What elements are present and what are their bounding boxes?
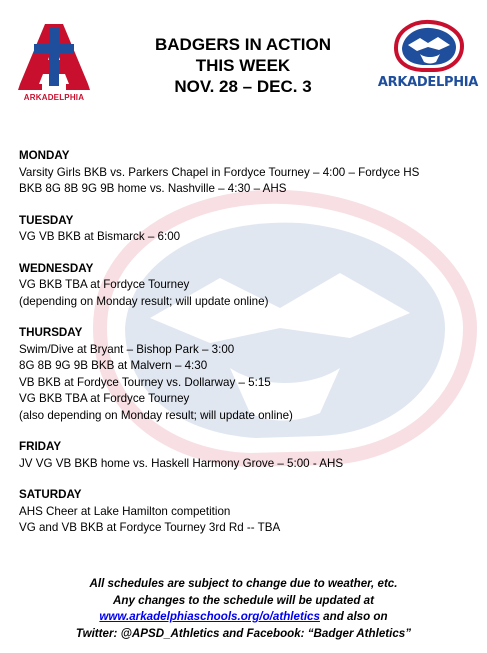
day-heading: FRIDAY <box>19 440 62 453</box>
event-item: Varsity Girls BKB vs. Parkers Chapel in Fordyce Tourney – 4:00 – Fordyce HS <box>19 165 420 179</box>
title-line: NOV. 28 – DEC. 3 <box>174 77 312 96</box>
day-heading: THURSDAY <box>19 326 83 339</box>
event-item: BKB 8G 8B 9G 9B home vs. Nashville – 4:30 – AHS <box>19 182 287 195</box>
day-monday <box>19 148 479 198</box>
day-heading: SATURDAY <box>19 488 82 501</box>
footer-notice <box>0 576 487 642</box>
footer-line: Twitter: @APSD_Athletics and Facebook: “Badger Athletics” <box>75 626 412 640</box>
right-logo-label: ARKADELPHIA <box>377 75 479 90</box>
day-wednesday <box>19 261 479 311</box>
day-heading: MONDAY <box>19 149 70 162</box>
event-item: (depending on Monday result; will update online) <box>19 294 269 308</box>
event-item: VG BKB TBA at Fordyce Tourney <box>19 392 190 405</box>
event-item: JV VG VB BKB home vs. Haskell Harmony Grove – 5:00 - AHS <box>19 456 344 470</box>
footer-line: All schedules are subject to change due to weather, etc. <box>89 577 398 590</box>
day-saturday <box>19 487 479 537</box>
event-item: (also depending on Monday result; will update online) <box>19 408 293 422</box>
athletics-link[interactable]: www.arkadelphiaschools.org/o/athletics <box>99 610 320 623</box>
title-line: THIS WEEK <box>195 56 291 75</box>
page-title <box>100 34 386 97</box>
event-item: VG VB BKB at Bismarck – 6:00 <box>19 230 181 243</box>
day-heading: TUESDAY <box>19 213 74 227</box>
day-thursday <box>19 325 479 424</box>
event-item: 8G 8B 9G 9B BKB at Malvern – 4:30 <box>19 359 208 372</box>
day-tuesday <box>19 213 479 246</box>
event-item: VG and VB BKB at Fordyce Tourney 3rd Rd -- TBA <box>19 521 281 534</box>
weekly-schedule <box>19 148 479 552</box>
footer-text: and also on <box>319 610 388 623</box>
header <box>0 0 487 110</box>
day-friday <box>19 439 479 472</box>
letter-a-logo-icon <box>18 22 90 92</box>
arkadelphia-a-logo <box>18 22 90 104</box>
badger-head-icon <box>390 18 466 73</box>
arkadelphia-badger-logo <box>374 18 482 98</box>
event-item: Swim/Dive at Bryant – Bishop Park – 3:00 <box>19 342 235 356</box>
footer-line <box>0 609 487 626</box>
title-line: BADGERS IN ACTION <box>155 35 331 54</box>
event-item: VB BKB at Fordyce Tourney vs. Dollarway – 5:15 <box>19 375 271 389</box>
left-logo-label: ARKADELPHIA <box>23 93 85 102</box>
day-heading: WEDNESDAY <box>19 261 94 275</box>
footer-line: Any changes to the schedule will be updated at <box>113 593 374 607</box>
event-item: VG BKB TBA at Fordyce Tourney <box>19 278 190 291</box>
event-item: AHS Cheer at Lake Hamilton competition <box>19 504 231 518</box>
